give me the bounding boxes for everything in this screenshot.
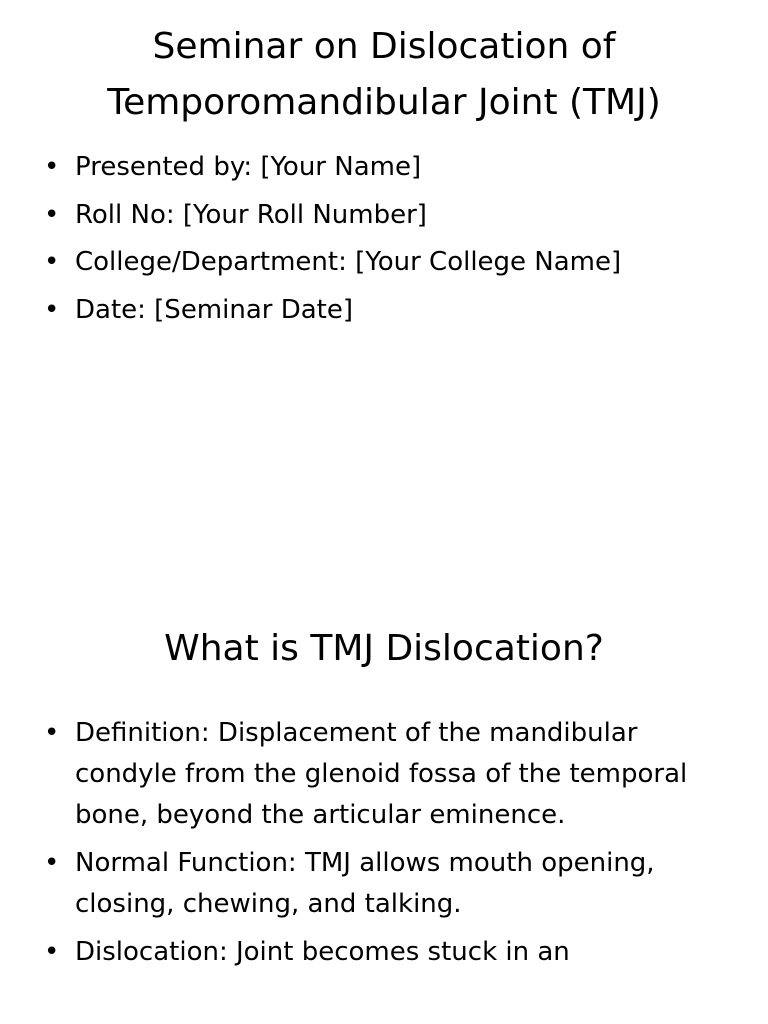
list-item	[0, 239, 768, 287]
bullet-icon: •	[44, 848, 60, 878]
bullet-icon: •	[44, 718, 60, 748]
list-item	[0, 932, 768, 973]
list-item-text: Normal Function: TMJ allows mouth opening, closing, chewing, and talking.	[75, 848, 655, 919]
list-item-text: Dislocation: Joint becomes stuck in an	[75, 937, 570, 967]
list-item-text: College/Department: [Your College Name]	[75, 247, 622, 277]
list-item-text: Date: [Seminar Date]	[75, 294, 354, 325]
list-item-text: Roll No: [Your Roll Number]	[75, 199, 427, 230]
bullet-icon: •	[44, 247, 60, 277]
list-item	[0, 843, 768, 925]
bullet-icon: •	[44, 199, 60, 230]
list-item-text: Definition: Displacement of the mandibular condyle from the glenoid fossa of the temporal bone, beyond the articular eminence.	[75, 718, 688, 830]
bullet-icon: •	[44, 152, 60, 182]
list-item	[0, 713, 768, 836]
slide-definition	[0, 512, 768, 1024]
definition-list	[0, 713, 768, 973]
list-item	[0, 144, 768, 192]
bullet-icon: •	[44, 294, 60, 325]
bullet-icon: •	[44, 937, 60, 967]
slide-definition-heading: What is TMJ Dislocation?	[164, 628, 604, 669]
slide-title-heading: Seminar on Dislocation of Temporomandibular Joint (TMJ)	[107, 26, 661, 123]
presenter-info-list	[0, 144, 768, 334]
list-item-text: Presented by: [Your Name]	[75, 152, 422, 182]
list-item	[0, 287, 768, 335]
list-item	[0, 192, 768, 240]
